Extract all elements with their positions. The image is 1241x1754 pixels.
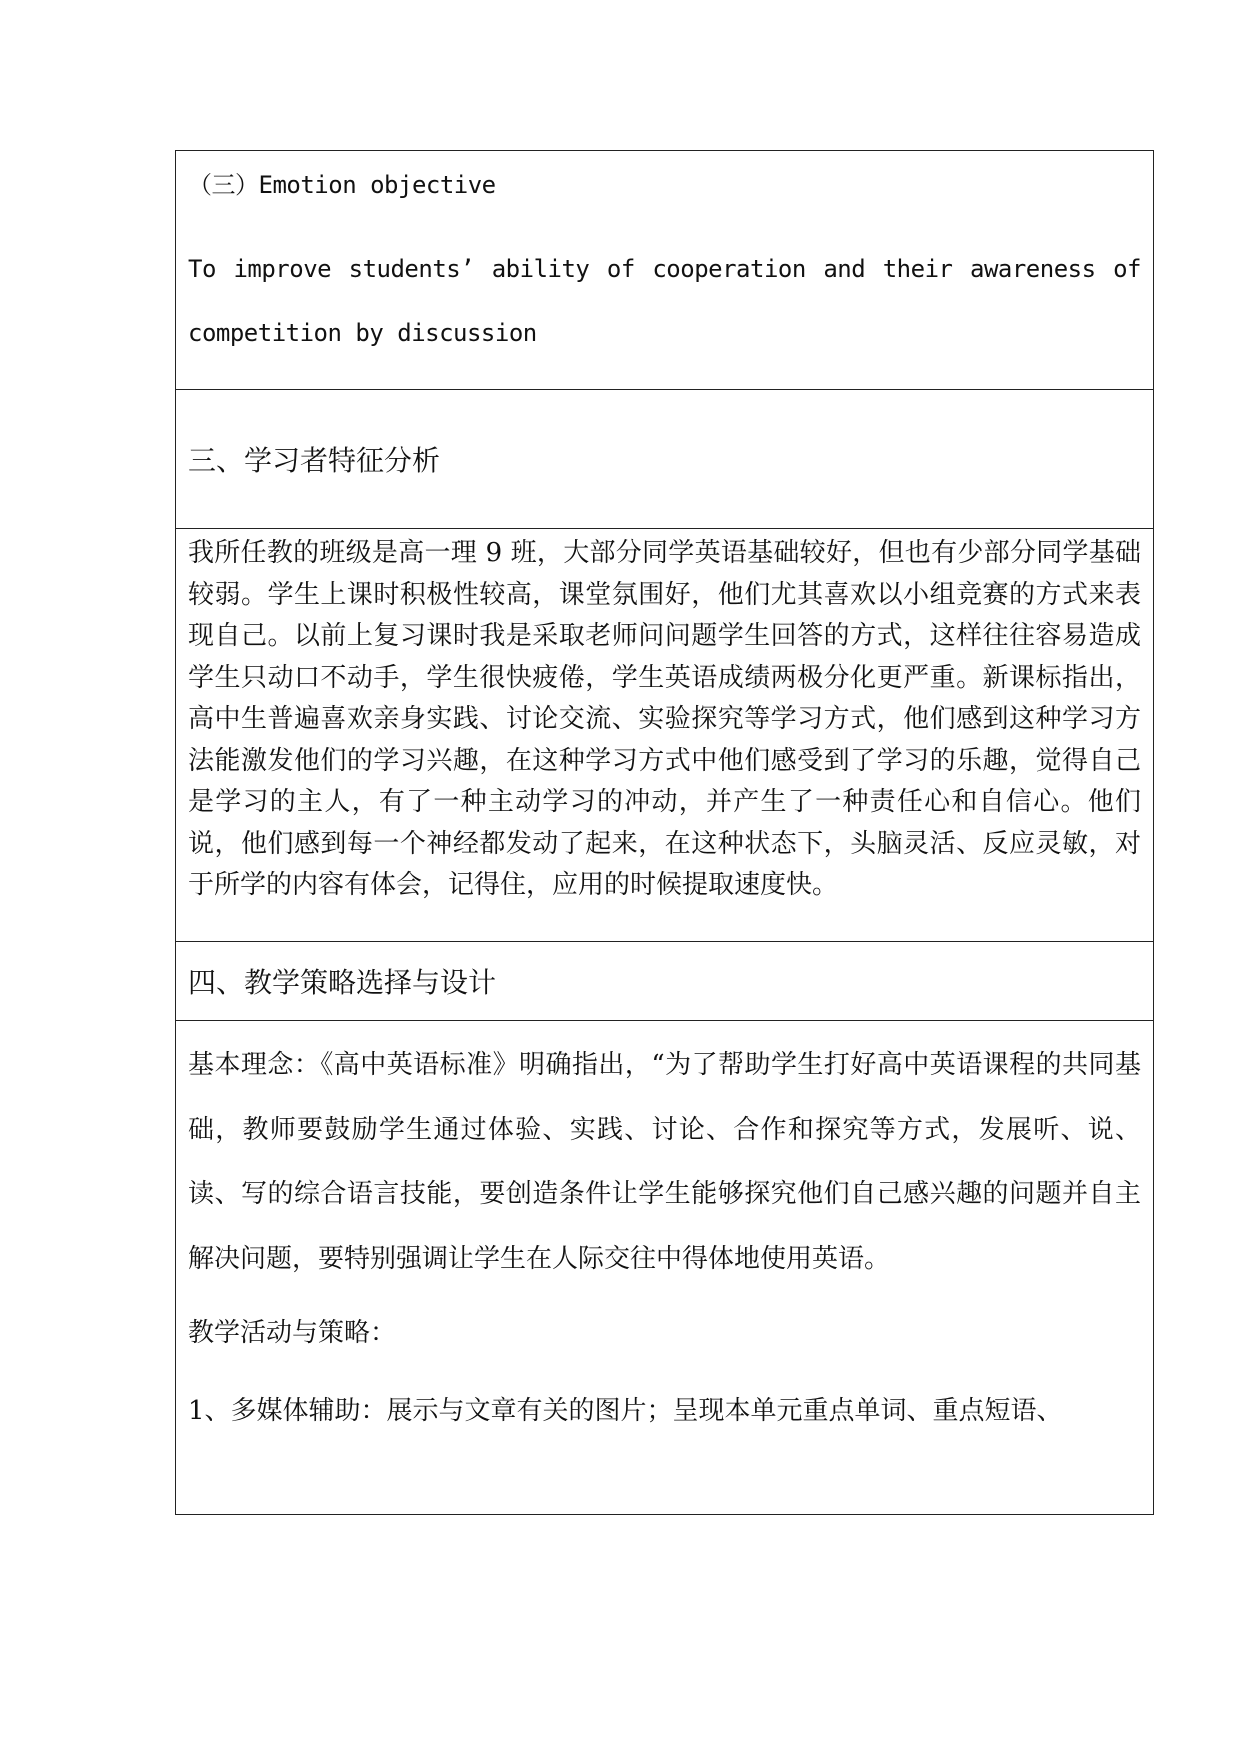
basic-concept-paragraph: 基本理念：《高中英语标准》明确指出，“为了帮助学生打好高中英语课程的共同基础，教师要鼓励学生通过体验、实践、讨论、合作和探究等方式，发展听、说、读、写的综合语言技能，要创造条件让学生能够探究他们自己感兴趣的问题并自主解决问题，要特别强调让学生在人际交往中得体地使用英语。 [188, 1050, 1141, 1274]
learner-analysis-heading-cell [176, 389, 1153, 528]
emotion-objective-text-line1: To improve students’ ability of cooperation and their awareness of [188, 255, 1141, 283]
emotion-objective-heading: （三）Emotion objective [188, 171, 496, 199]
document-table [175, 150, 1154, 1515]
strategy-item-1: 1、多媒体辅助：展示与文章有关的图片；呈现本单元重点单词、重点短语、 [188, 1396, 1063, 1426]
strategy-body-cell [176, 1020, 1153, 1514]
activities-label: 教学活动与策略： [188, 1318, 397, 1348]
learner-analysis-paragraph: 我所任教的班级是高一理 9 班，大部分同学英语基础较好，但也有少部分同学基础较弱。学生上课时积极性较高，课堂氛围好，他们尤其喜欢以小组竞赛的方式来表现自己。以前上复习课时我是采取老师问问题学生回答的方式，这样往往容易造成学生只动口不动手，学生很快疲倦，学生英语成绩两极分化更严重。新课标指出，高中生普遍喜欢亲身实践、讨论交流、实验探究等学习方式，他们感到这种学习方法能激发他们的学习兴趣，在这种学习方式中他们感受到了学习的乐趣，觉得自己是学习的主人，有了一种主动学习的冲动，并产生了一种责任心和自信心。他们说，他们感到每一个神经都发动了起来，在这种状态下，头脑灵活、反应灵敏，对于所学的内容有体会，记得住，应用的时候提取速度快。 [188, 538, 1141, 900]
emotion-objective-cell [176, 151, 1153, 389]
strategy-heading-cell [176, 941, 1153, 1020]
emotion-objective-text-line2: competition by discussion [188, 319, 537, 347]
learner-analysis-heading: 三、学习者特征分析 [188, 444, 441, 477]
strategy-heading: 四、教学策略选择与设计 [188, 966, 497, 999]
learner-analysis-body-cell [176, 528, 1153, 941]
